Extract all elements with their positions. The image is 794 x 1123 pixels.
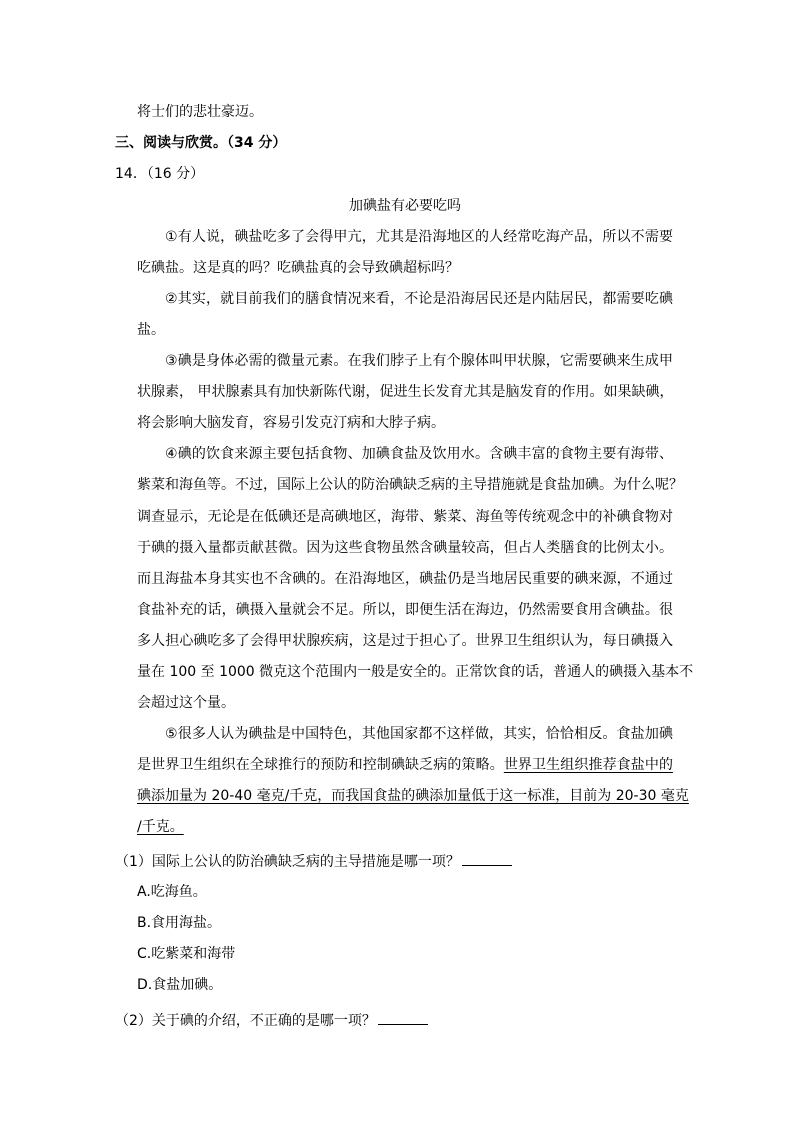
paragraph-3-line-3: 将会影响大脑发育，容易引发克汀病和大脖子病。 — [137, 415, 445, 431]
paragraph-5-line-3-underlined: 碘添加量为 20-40 毫克/千克，而我国食盐的碘添加量低于这一标准，目前为 20-30 毫克 — [137, 788, 689, 804]
option-d: D.食盐加碘。 — [137, 977, 223, 993]
paragraph-2-line-2: 盐。 — [137, 322, 165, 338]
answer-blank-1[interactable] — [462, 851, 512, 866]
paragraph-1-line-1: ①有人说，碘盐吃多了会得甲亢，尤其是沿海地区的人经常吃海产品，所以不需要 — [165, 229, 673, 245]
option-a: A.吃海鱼。 — [137, 884, 207, 900]
subquestion-2-prompt: （2）关于碘的介绍，不正确的是哪一项？ — [115, 1013, 376, 1029]
paragraph-5-line-2 — [137, 755, 673, 775]
paragraph-4-line-9: 会超过这个量。 — [137, 695, 235, 711]
paragraph-5-line-1: ⑤很多人认为碘盐是中国特色，其他国家都不这样做，其实，恰恰相反。食盐加碘 — [165, 726, 673, 742]
option-b: B.食用海盐。 — [137, 915, 222, 931]
subquestion-1 — [115, 851, 512, 872]
paragraph-4-line-2: 紫菜和海鱼等。不过，国际上公认的防治碘缺乏病的主导措施就是食盐加碘。为什么呢？ — [137, 477, 683, 493]
option-c: C.吃紫菜和海带 — [137, 946, 236, 962]
paragraph-3-line-1: ③碘是身体必需的微量元素。在我们脖子上有个腺体叫甲状腺，它需要碘来生成甲 — [165, 353, 673, 369]
paragraph-4-line-3: 调查显示，无论是在低碘还是高碘地区，海带、紫菜、海鱼等传统观念中的补碘食物对 — [137, 509, 673, 525]
paragraph-3-line-2: 状腺素， 甲状腺素具有加快新陈代谢，促进生长发育尤其是脑发育的作用。如果缺碘， — [137, 384, 674, 400]
underlined-sentence-start: 世界卫生组织推荐食盐中的 — [503, 757, 674, 773]
question-number: 14．（16 分） — [115, 166, 205, 182]
subquestion-2 — [115, 1010, 428, 1031]
paragraph-4-line-8: 量在 100 至 1000 微克这个范围内一般是安全的。正常饮食的话，普通人的碘摄入基本不 — [137, 664, 694, 680]
paragraph-2-line-1: ②其实，就目前我们的膳食情况来看，不论是沿海居民还是内陆居民，都需要吃碘 — [165, 291, 673, 307]
paragraph-4-line-1: ④碘的饮食来源主要包括食物、加碘食盐及饮用水。含碘丰富的食物主要有海带、 — [165, 446, 673, 462]
paragraph-5-line-4-underlined: /千克。 — [137, 819, 184, 835]
paragraph-4-line-5: 而且海盐本身其实也不含碘的。在沿海地区，碘盐仍是当地居民重要的碘来源，不通过 — [137, 571, 673, 587]
paragraph-1-line-2: 吃碘盐。这是真的吗？吃碘盐真的会导致碘超标吗？ — [137, 260, 459, 276]
section-heading: 三、阅读与欣赏。（34 分） — [115, 135, 287, 151]
answer-blank-2[interactable] — [378, 1010, 428, 1025]
passage-title: 加碘盐有必要吃吗 — [349, 198, 461, 214]
paragraph-5-line-2-text: 是世界卫生组织在全球推行的预防和控制碘缺乏病的策略。 — [137, 757, 504, 773]
paragraph-4-line-6: 食盐补充的话，碘摄入量就会不足。所以，即便生活在海边，仍然需要食用含碘盐。很 — [137, 602, 673, 618]
paragraph-4-line-7: 多人担心碘吃多了会得甲状腺疾病，这是过于担心了。世界卫生组织认为，每日碘摄入 — [137, 633, 673, 649]
subquestion-1-prompt: （1）国际上公认的防治碘缺乏病的主导措施是哪一项？ — [115, 854, 460, 870]
previous-answer-tail: 将士们的悲壮豪迈。 — [137, 104, 263, 120]
paragraph-4-line-4: 于碘的摄入量都贡献甚微。因为这些食物虽然含碘量较高，但占人类膳食的比例太小。 — [137, 540, 673, 556]
